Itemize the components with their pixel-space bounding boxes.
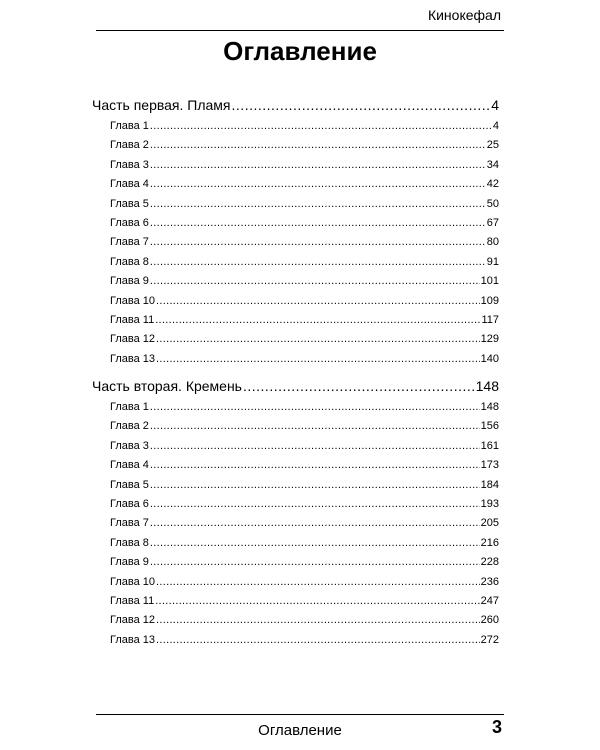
toc-leader-dots xyxy=(150,495,480,514)
toc-chapter-entry xyxy=(92,330,499,349)
toc-leader-dots xyxy=(150,175,486,194)
toc-chapter-page: 129 xyxy=(480,333,499,346)
toc-chapter-title: Глава 6 xyxy=(110,216,149,229)
toc-chapter-entry xyxy=(92,175,499,194)
toc-leader-dots xyxy=(150,253,486,272)
toc-part-title: Часть вторая. Кремень xyxy=(92,378,242,395)
toc-chapter-title: Глава 7 xyxy=(110,517,149,530)
toc-chapter-page: 148 xyxy=(480,401,499,414)
toc-chapter-entry xyxy=(92,292,499,311)
toc-chapter-page: 101 xyxy=(480,275,499,288)
toc-chapter-title: Глава 1 xyxy=(110,120,149,132)
toc-leader-dots xyxy=(150,156,486,175)
toc-chapter-entry xyxy=(92,534,499,553)
toc-chapter-page: 80 xyxy=(486,236,499,249)
toc-chapter-entry xyxy=(92,611,499,630)
toc-leader-dots xyxy=(150,514,480,533)
toc-part-entry xyxy=(92,374,499,398)
toc-chapter-title: Глава 13 xyxy=(110,352,156,365)
toc-leader-dots xyxy=(150,553,480,572)
toc-chapter-title: Глава 10 xyxy=(110,575,156,588)
toc-leader-dots xyxy=(156,330,480,349)
toc-chapter-page: 156 xyxy=(480,420,499,433)
toc-leader-dots xyxy=(150,117,492,136)
toc-leader-dots xyxy=(232,93,491,117)
toc-chapter-entry xyxy=(92,495,499,514)
toc-chapter-entry xyxy=(92,631,499,650)
toc-chapter-page: 173 xyxy=(480,459,499,472)
toc-leader-dots xyxy=(150,534,480,553)
toc-chapter-page: 109 xyxy=(480,294,499,307)
toc-chapter-page: 117 xyxy=(481,313,499,326)
toc-leader-dots xyxy=(155,592,479,611)
toc-chapter-title: Глава 7 xyxy=(110,236,149,249)
toc-chapter-entry xyxy=(92,398,499,417)
toc-chapter-page: 4 xyxy=(492,120,499,132)
toc-leader-dots xyxy=(150,272,480,291)
toc-chapter-page: 161 xyxy=(480,439,499,452)
toc-leader-dots xyxy=(150,476,480,495)
toc-part-entry xyxy=(92,93,499,117)
toc-chapter-page: 193 xyxy=(480,498,499,511)
toc-chapter-entry xyxy=(92,592,499,611)
toc-leader-dots xyxy=(156,611,480,630)
toc-chapter-title: Глава 12 xyxy=(110,614,156,627)
toc-chapter-title: Глава 11 xyxy=(110,594,155,607)
running-header-title: Кинокефал xyxy=(427,7,501,23)
running-footer-title: Оглавление xyxy=(258,722,342,739)
toc-chapter-page: 272 xyxy=(480,633,499,646)
toc-leader-dots xyxy=(150,437,480,456)
toc-chapter-entry xyxy=(92,350,499,369)
toc-chapter-title: Глава 11 xyxy=(110,313,155,326)
toc-leader-dots xyxy=(156,350,480,369)
toc-leader-dots xyxy=(150,195,486,214)
toc-chapter-entry xyxy=(92,311,499,330)
toc-leader-dots xyxy=(150,456,480,475)
toc-chapter-title: Глава 13 xyxy=(110,633,156,646)
toc-chapter-entry xyxy=(92,417,499,436)
toc-chapter-page: 184 xyxy=(480,478,499,491)
toc-chapter-entry xyxy=(92,272,499,291)
toc-chapter-title: Глава 2 xyxy=(110,420,149,433)
toc-chapter-entry xyxy=(92,214,499,233)
toc-chapter-title: Глава 3 xyxy=(110,439,149,452)
toc-chapter-page: 216 xyxy=(480,536,499,549)
toc-leader-dots xyxy=(243,374,475,398)
toc-chapter-page: 25 xyxy=(486,139,499,152)
toc-chapter-page: 236 xyxy=(480,575,499,588)
header-rule xyxy=(96,30,504,31)
toc-leader-dots xyxy=(155,311,480,330)
toc-leader-dots xyxy=(150,214,486,233)
toc-chapter-page: 260 xyxy=(480,614,499,627)
toc-chapter-page: 50 xyxy=(486,197,499,210)
toc-chapter-entry xyxy=(92,253,499,272)
toc-leader-dots xyxy=(150,136,486,155)
toc-chapter-entry xyxy=(92,156,499,175)
toc-chapter-entry xyxy=(92,456,499,475)
toc-chapter-entry xyxy=(92,195,499,214)
toc-chapter-entry xyxy=(92,573,499,592)
toc-chapter-title: Глава 2 xyxy=(110,139,149,152)
toc-chapter-page: 228 xyxy=(480,556,499,569)
toc-chapter-entry xyxy=(92,437,499,456)
toc-chapter-page: 140 xyxy=(480,352,499,365)
toc-chapter-entry xyxy=(92,514,499,533)
page-title: Оглавление xyxy=(223,36,377,66)
toc-chapter-page: 42 xyxy=(486,178,499,191)
toc-leader-dots xyxy=(156,631,480,650)
toc-chapter-entry xyxy=(92,553,499,572)
toc-chapter-entry xyxy=(92,233,499,252)
toc-leader-dots xyxy=(150,233,486,252)
toc-chapter-entry xyxy=(92,476,499,495)
toc-chapter-title: Глава 4 xyxy=(110,459,149,472)
table-of-contents xyxy=(92,93,499,650)
toc-leader-dots xyxy=(150,398,480,417)
toc-chapter-page: 67 xyxy=(486,216,499,229)
toc-chapter-title: Глава 3 xyxy=(110,158,149,171)
toc-leader-dots xyxy=(156,573,480,592)
toc-chapter-title: Глава 10 xyxy=(110,294,156,307)
toc-chapter-title: Глава 6 xyxy=(110,498,149,511)
page-number: 3 xyxy=(491,717,502,737)
toc-chapter-title: Глава 9 xyxy=(110,275,149,288)
toc-part-title: Часть первая. Пламя xyxy=(92,97,231,113)
toc-chapter-title: Глава 9 xyxy=(110,556,149,569)
toc-leader-dots xyxy=(156,292,480,311)
toc-chapter-title: Глава 8 xyxy=(110,536,149,549)
toc-part-page: 4 xyxy=(491,97,499,113)
toc-chapter-page: 247 xyxy=(480,594,499,607)
toc-leader-dots xyxy=(150,417,480,436)
toc-chapter-title: Глава 5 xyxy=(110,478,149,491)
toc-chapter-title: Глава 4 xyxy=(110,178,149,191)
toc-chapter-title: Глава 5 xyxy=(110,197,149,210)
toc-chapter-page: 34 xyxy=(486,158,499,171)
toc-chapter-page: 205 xyxy=(480,517,499,530)
footer-rule xyxy=(96,714,504,715)
toc-chapter-title: Глава 12 xyxy=(110,333,156,346)
toc-chapter-page: 91 xyxy=(486,255,499,268)
toc-chapter-title: Глава 8 xyxy=(110,255,149,268)
toc-chapter-entry xyxy=(92,117,499,136)
toc-chapter-entry xyxy=(92,136,499,155)
toc-chapter-title: Глава 1 xyxy=(110,401,149,414)
toc-part-page: 148 xyxy=(475,378,499,395)
